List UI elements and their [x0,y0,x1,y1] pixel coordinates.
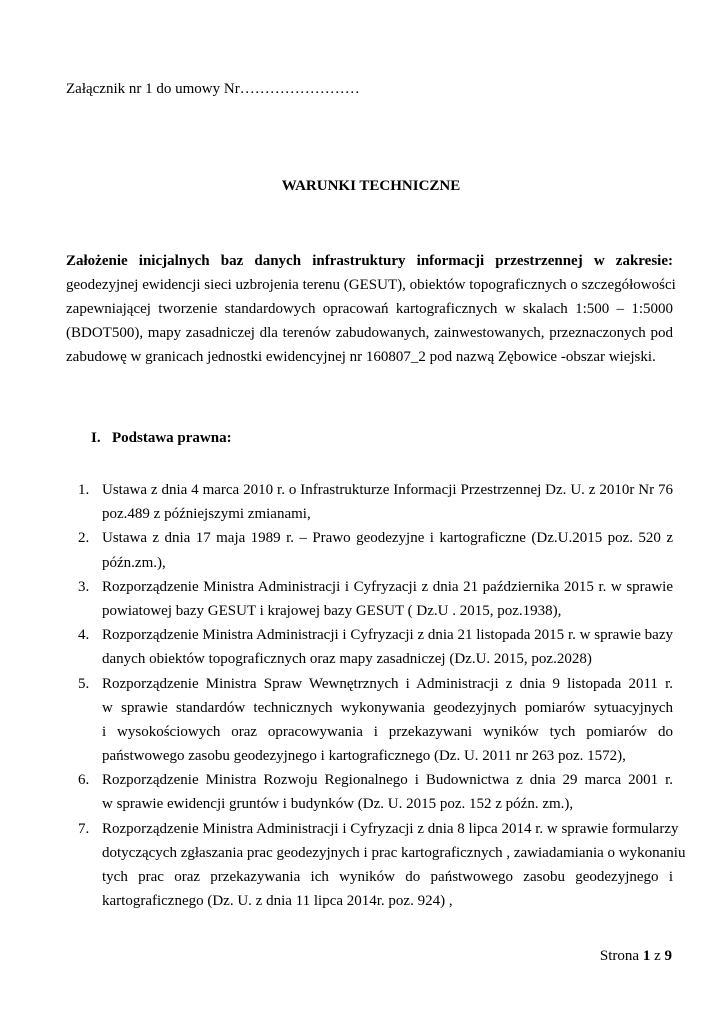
list-item-line: państwowego zasobu geodezyjnego i kartograficznego (Dz. U. 2011 nr 263 poz. 1572), [102,748,626,765]
list-item-line: w sprawie ewidencji gruntów i budynków (Dz. U. 2015 poz. 152 z późn. zm.), [102,796,574,813]
annex-line: Załącznik nr 1 do umowy Nr…………………… [66,81,360,97]
list-item-line: Ustawa z dnia 4 marca 2010 r. o Infrastrukturze Informacji Przestrzennej Dz. U. z 2010r Nr 76 [102,482,673,498]
intro-line: (BDOT500), mapy zasadniczej dla terenów zabudowanych, zainwestowanych, przeznaczonych pod [66,324,673,341]
list-item-number: 5. [78,675,90,692]
section-number: I. [91,430,101,446]
document-title: WARUNKI TECHNICZNE [281,178,461,194]
list-item-number: 6. [78,772,90,789]
section-title: Podstawa prawna: [112,430,232,446]
total-pages-number: 9 [664,948,672,964]
intro-line: zapewniającej tworzenie standardowych opracowań kartograficznych w skalach 1:500 – 1:5000 [66,300,673,317]
list-item-line: w sprawie standardów technicznych wykonywania geodezyjnych pomiarów sytuacyjnych [102,699,673,716]
list-item-line: powiatowej bazy GESUT i krajowej bazy GESUT ( Dz.U . 2015, poz.1938), [102,602,562,619]
list-item-line: Ustawa z dnia 17 maja 1989 r. – Prawo geodezyjne i kartograficzne (Dz.U.2015 poz. 520 z [102,530,673,547]
intro-bold-lead: Założenie inicjalnych baz danych infrastruktury informacji przestrzennej w zakresie: [66,253,673,269]
list-item [78,526,673,574]
list-item-number: 4. [78,627,90,644]
list-item-line: kartograficznego (Dz. U. z dnia 11 lipca 2014r. poz. 924) , [102,893,453,910]
list-item-line: tych prac oraz przekazywania ich wyników do państwowego zasobu geodezyjnego i [102,869,673,885]
list-item-line: danych obiektów topograficznych oraz mapy zasadniczej (Dz.U. 2015, poz.2028) [102,651,592,668]
list-item [78,672,673,769]
intro-line: geodezyjnej ewidencji sieci uzbrojenia terenu (GESUT), obiektów topograficznych o szczegółowości [66,276,676,293]
legal-basis-list [78,478,686,913]
list-item-line: dotyczących zgłaszania prac geodezyjnych i prac kartograficznych , zawiadamiania o wykonaniu [102,844,686,861]
list-item-line: Rozporządzenie Ministra Rozwoju Regionalnego i Budownictwa z dnia 29 marca 2001 r. [102,772,673,789]
list-item [78,623,673,671]
list-item-line: późn.zm.), [102,554,166,571]
list-item-number: 7. [78,820,90,837]
intro-line: zabudowę w granicach jednostki ewidencyjnej nr 160807_2 pod nazwą Zębowice -obszar wiejski. [66,348,656,365]
current-page-number: 1 [642,948,651,964]
list-item-number: 2. [78,530,90,547]
list-item [78,478,673,526]
of-label: z [654,948,661,964]
list-item-number: 1. [78,482,90,498]
page-footer [600,946,672,966]
page-label: Strona [599,948,640,964]
list-item [78,768,673,816]
list-item [78,575,673,623]
list-item-line: Rozporządzenie Ministra Administracji i Cyfryzacji z dnia 8 lipca 2014 r. w sprawie formularzy [102,820,679,837]
list-item-line: Rozporządzenie Ministra Spraw Wewnętrznych i Administracji z dnia 9 listopada 2011 r. [102,675,673,692]
section-heading [91,428,232,448]
list-item-number: 3. [78,578,90,595]
list-item-line: i wysokościowych oraz opracowywania i przekazywani wyników tych pomiarów do [102,723,673,740]
list-item-line: Rozporządzenie Ministra Administracji i Cyfryzacji z dnia 21 października 2015 r. w sprawie [102,578,673,595]
list-item [78,817,686,914]
intro-paragraph [66,250,676,369]
list-item-line: poz.489 z późniejszymi zmianami, [102,506,311,523]
list-item-line: Rozporządzenie Ministra Administracji i Cyfryzacji z dnia 21 listopada 2015 r. w sprawie bazy [102,627,673,644]
